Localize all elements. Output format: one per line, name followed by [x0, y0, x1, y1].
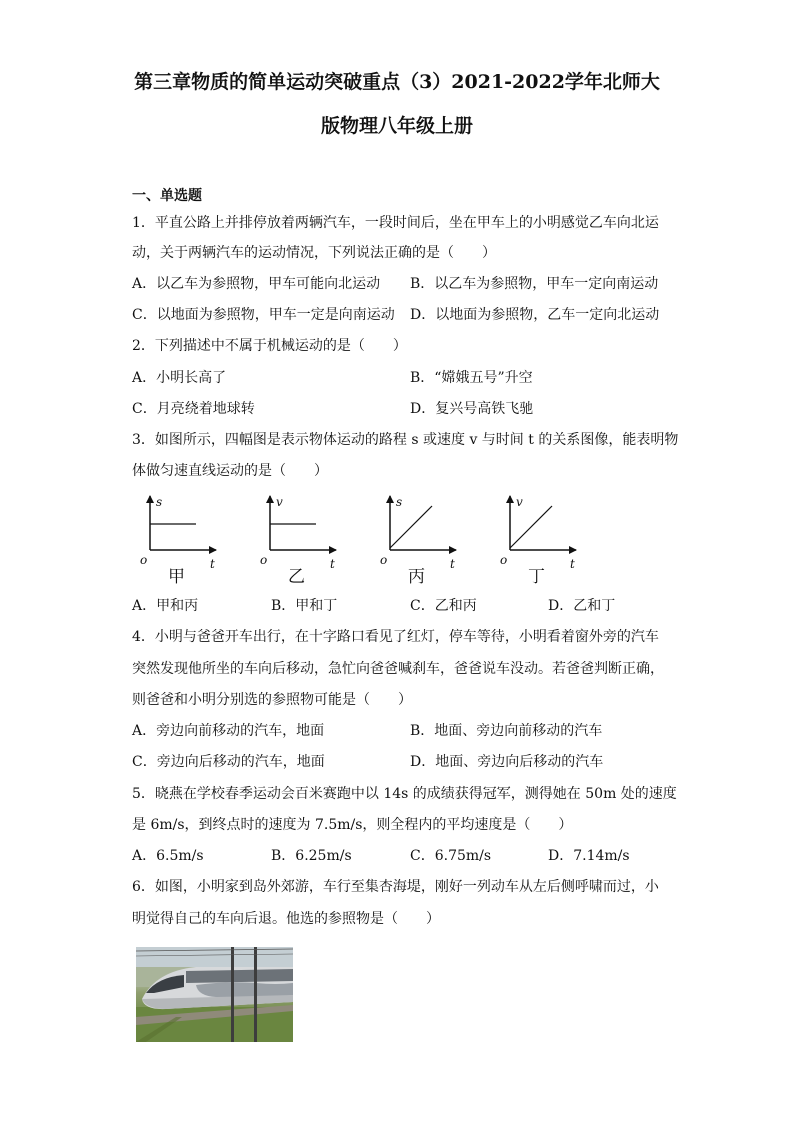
q3-option-c: C．乙和丙	[410, 598, 477, 614]
q4-option-b: B．地面、旁边向前移动的汽车	[410, 723, 603, 739]
train-photo-svg	[136, 947, 293, 1042]
graph-ding-svg	[496, 490, 596, 586]
q4-stem-line1: 4．小明与爸爸开车出行，在十字路口看见了红灯，停车等待，小明看着窗外旁的汽车	[132, 629, 659, 645]
graph-bing-svg	[376, 490, 476, 586]
document-title-line1: 第三章物质的简单运动突破重点（3）2021-2022学年北师大	[134, 71, 660, 93]
q1-option-a: A．以乙车为参照物，甲车可能向北运动	[132, 276, 381, 292]
graph-bing	[376, 490, 476, 586]
q5-option-c: C．6.75m/s	[410, 848, 492, 864]
graph-yi-xlabel: t	[330, 557, 335, 571]
graph-jia-svg	[136, 490, 236, 586]
section-heading: 一、单选题	[132, 188, 202, 204]
q1-option-d: D．以地面为参照物，乙车一定向北运动	[410, 307, 660, 323]
q2-option-c: C．月亮绕着地球转	[132, 401, 255, 417]
q4-stem-line2: 突然发现他所坐的车向后移动，急忙向爸爸喊刹车，爸爸说车没动。若爸爸判断正确，	[132, 661, 664, 677]
graph-ding-line	[510, 506, 552, 548]
graph-yi-ylabel: v	[276, 495, 283, 509]
q4-stem-line3: 则爸爸和小明分别选的参照物可能是（ ）	[132, 692, 412, 708]
q1-stem-line1: 1．平直公路上并排停放着两辆汽车，一段时间后，坐在甲车上的小明感觉乙车向北运	[132, 215, 659, 231]
document-title-line2: 版物理八年级上册	[320, 115, 473, 137]
q4-option-d: D．地面、旁边向后移动的汽车	[410, 754, 604, 770]
q3-stem-line1: 3．如图所示，四幅图是表示物体运动的路程 s 或速度 v 与时间 t 的关系图像，能表明物	[132, 432, 679, 448]
q2-stem-line1: 2．下列描述中不属于机械运动的是（ ）	[132, 338, 407, 354]
graph-ding-ylabel: v	[516, 495, 523, 509]
q5-option-a: A．6.5m/s	[132, 848, 204, 864]
q2-option-b: B．“嫦娥五号”升空	[410, 370, 533, 386]
q5-stem-line2: 是 6m/s，到终点时的速度为 7.5m/s，则全程内的平均速度是（ ）	[132, 817, 573, 833]
q2-option-a: A．小明长高了	[132, 370, 227, 386]
q3-option-b: B．甲和丁	[271, 598, 338, 614]
graph-bing-line	[390, 506, 432, 548]
q4-option-c: C．旁边向后移动的汽车，地面	[132, 754, 325, 770]
graph-yi	[256, 490, 356, 586]
graph-jia-xlabel: t	[210, 557, 215, 571]
q3-option-d: D．乙和丁	[548, 598, 616, 614]
graph-bing-origin: o	[380, 553, 388, 567]
graph-bing-ylabel: s	[396, 495, 403, 509]
graph-bing-xlabel: t	[450, 557, 455, 571]
graph-ding	[496, 490, 596, 586]
q3-stem-line2: 体做匀速直线运动的是（ ）	[132, 463, 328, 479]
q1-stem-line2: 动，关于两辆汽车的运动情况，下列说法正确的是（ ）	[132, 245, 496, 261]
q2-option-d: D．复兴号高铁飞驰	[410, 401, 534, 417]
graph-jia-caption: 甲	[168, 567, 185, 587]
q6-stem-line2: 明觉得自己的车向后退。他选的参照物是（ ）	[132, 911, 440, 927]
q6-stem-line1: 6．如图，小明家到岛外郊游，车行至集杏海堤，刚好一列动车从左后侧呼啸而过，小	[132, 879, 659, 895]
graph-ding-caption: 丁	[528, 567, 545, 587]
q3-option-a: A．甲和丙	[132, 598, 199, 614]
q1-option-c: C．以地面为参照物，甲车一定是向南运动	[132, 307, 395, 323]
graph-yi-svg	[256, 490, 356, 586]
graph-bing-caption: 丙	[408, 567, 425, 587]
q5-option-b: B．6.25m/s	[271, 848, 352, 864]
train-photo	[136, 947, 293, 1042]
graph-ding-xlabel: t	[570, 557, 575, 571]
graph-yi-caption: 乙	[288, 567, 305, 587]
q5-option-d: D．7.14m/s	[548, 848, 630, 864]
q4-option-a: A．旁边向前移动的汽车，地面	[132, 723, 325, 739]
q5-stem-line1: 5．晓燕在学校春季运动会百米赛跑中以 14s 的成绩获得冠军，测得她在 50m 处的速度	[132, 786, 677, 802]
q1-option-b: B．以乙车为参照物，甲车一定向南运动	[410, 276, 659, 292]
graph-ding-origin: o	[500, 553, 508, 567]
graph-yi-origin: o	[260, 553, 268, 567]
graph-jia-origin: o	[140, 553, 148, 567]
graph-jia	[136, 490, 236, 586]
graph-jia-ylabel: s	[156, 495, 163, 509]
